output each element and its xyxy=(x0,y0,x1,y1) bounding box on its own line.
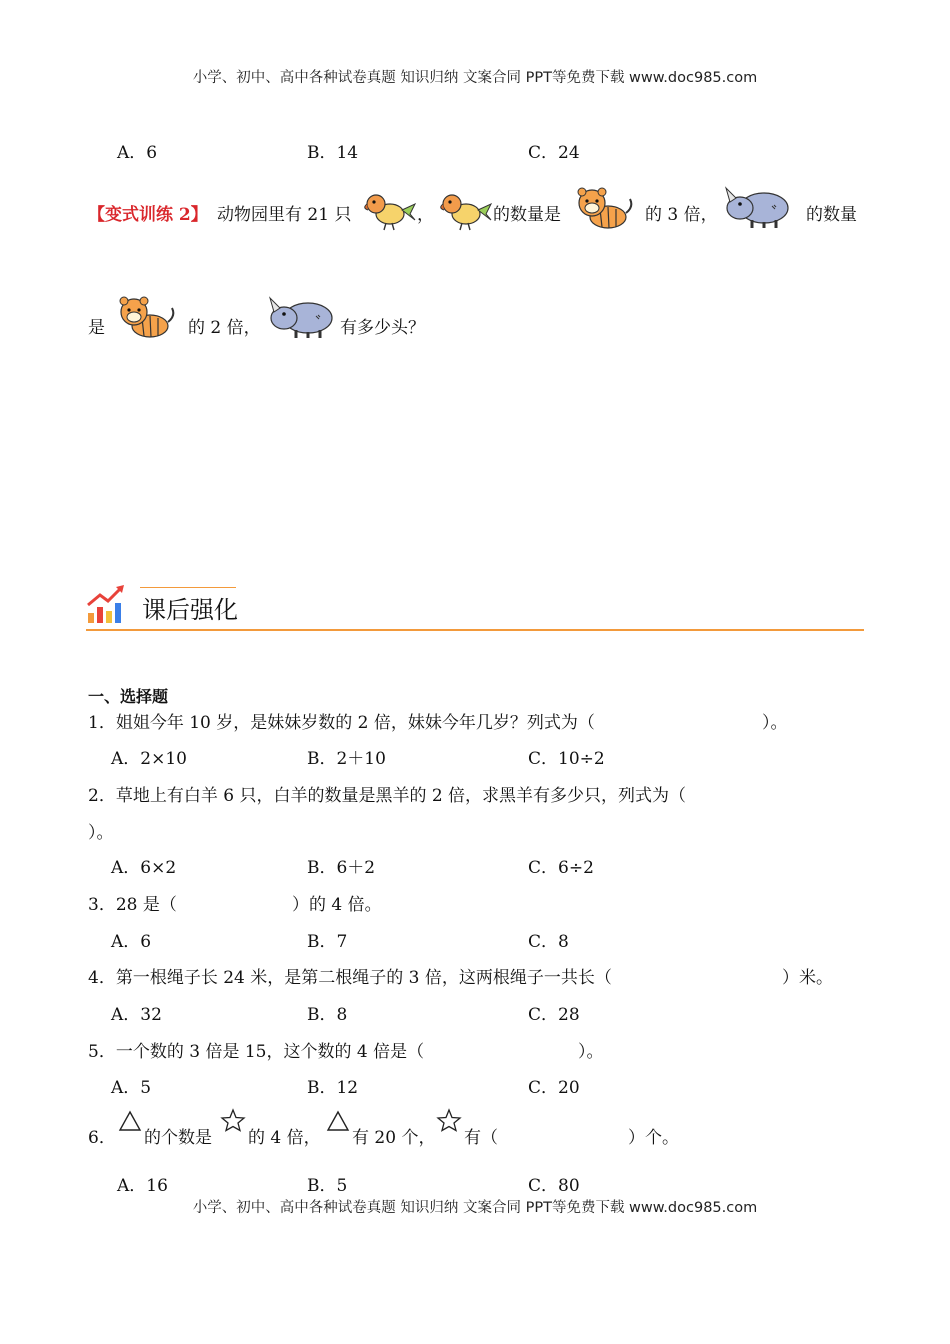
question-1-stem: 1．姐姐今年 10 岁，是妹妹岁数的 2 倍，妹妹今年几岁？列式为（ xyxy=(88,713,595,733)
variant2-text-6: 是 xyxy=(88,318,105,338)
variant2-text-8: 有多少头？ xyxy=(340,318,425,338)
question-4-stem: 4．第一根绳子长 24 米，是第二根绳子的 3 倍，这两根绳子一共长（ xyxy=(88,968,612,988)
question-6-option-c: C．80 xyxy=(528,1176,580,1196)
question-6-text-2: 的 4 倍， xyxy=(248,1128,321,1148)
question-2-option-b: B．6＋2 xyxy=(307,858,376,878)
variant2-text-7: 的 2 倍， xyxy=(188,318,261,338)
question-3-option-a: A．6 xyxy=(111,932,152,952)
variant2-tag: 【变式训练 2】 xyxy=(88,205,208,225)
question-1-option-c: C．10÷2 xyxy=(528,749,605,769)
question-6-text-3: 有 20 个， xyxy=(352,1128,436,1148)
question-6-text-5: ）个。 xyxy=(628,1128,679,1148)
question-5-option-a: A．5 xyxy=(111,1078,152,1098)
question-4-option-c: C．28 xyxy=(528,1005,580,1025)
question-3-stem: 3．28 是（ xyxy=(88,895,177,915)
variant2-text-4: 的 3 倍， xyxy=(645,205,718,225)
prev-option-c: C．24 xyxy=(528,143,580,163)
rhino-icon xyxy=(266,292,338,340)
page-header: 小学、初中、高中各种试卷真题 知识归纳 文案合同 PPT等免费下载 www.doc985.com xyxy=(192,70,758,86)
question-4-option-b: B．8 xyxy=(307,1005,348,1025)
triangle-icon xyxy=(326,1110,350,1132)
rhino-icon xyxy=(722,182,794,230)
question-2-option-a: A．6×2 xyxy=(111,858,177,878)
question-4-option-a: A．32 xyxy=(111,1005,162,1025)
growth-chart-icon xyxy=(86,583,128,625)
question-6-number: 6． xyxy=(88,1128,116,1148)
question-3-option-b: B．7 xyxy=(307,932,348,952)
question-2-option-c: C．6÷2 xyxy=(528,858,594,878)
variant2-text-1: 动物园里有 21 只 xyxy=(217,205,352,225)
page-footer: 小学、初中、高中各种试卷真题 知识归纳 文案合同 PPT等免费下载 www.doc985.com xyxy=(192,1200,758,1216)
tiger-icon xyxy=(572,183,634,235)
question-6-text-4: 有（ xyxy=(464,1128,498,1148)
variant2-text-3: 的数量是 xyxy=(493,205,561,225)
prev-option-b: B．14 xyxy=(307,143,359,163)
parrot-icon xyxy=(436,190,492,232)
prev-option-a: A．6 xyxy=(117,143,158,163)
question-5-stem-end: ）。 xyxy=(578,1042,604,1062)
title-overline xyxy=(140,587,236,588)
question-1-option-a: A．2×10 xyxy=(111,749,187,769)
question-5-stem: 5．一个数的 3 倍是 15，这个数的 4 倍是（ xyxy=(88,1042,425,1062)
parrot-icon xyxy=(360,190,416,232)
question-2-stem-cont: ）。 xyxy=(88,823,114,843)
tiger-icon xyxy=(114,292,176,344)
section-title: 课后强化 xyxy=(142,596,238,624)
section-divider xyxy=(86,629,864,631)
question-1-stem-end: ）。 xyxy=(762,713,788,733)
question-3-option-c: C．8 xyxy=(528,932,569,952)
question-6-option-a: A．16 xyxy=(117,1176,168,1196)
star-icon xyxy=(436,1108,462,1132)
question-4-stem-end: ）米。 xyxy=(782,968,833,988)
question-6-text-1: 的个数是 xyxy=(144,1128,212,1148)
question-5-option-c: C．20 xyxy=(528,1078,580,1098)
question-5-option-b: B．12 xyxy=(307,1078,359,1098)
star-icon xyxy=(220,1108,246,1132)
question-6-option-b: B．5 xyxy=(307,1176,348,1196)
variant2-text-5: 的数量 xyxy=(806,205,857,225)
question-2-stem: 2．草地上有白羊 6 只，白羊的数量是黑羊的 2 倍，求黑羊有多少只，列式为（ xyxy=(88,786,687,806)
part1-heading: 一、选择题 xyxy=(88,687,169,706)
question-3-stem-end: ）的 4 倍。 xyxy=(292,895,382,915)
triangle-icon xyxy=(118,1110,142,1132)
variant2-text-2: ， xyxy=(417,205,434,225)
question-1-option-b: B．2＋10 xyxy=(307,749,386,769)
